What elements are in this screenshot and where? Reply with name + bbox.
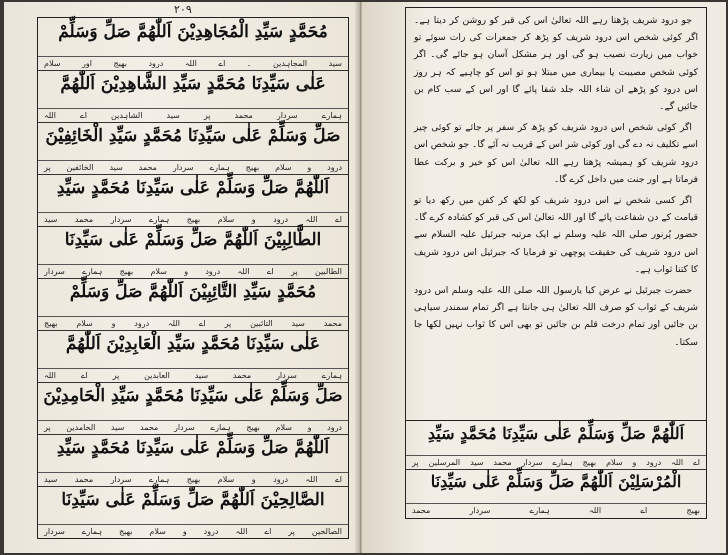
urdu-translation: الطالبین پر اے اللہ درود و سلام بھیج ہمارے سردار [38, 264, 348, 278]
arabic-verse: عَلٰی سَیِّدِنَا مُحَمَّدٍ سَیِّدِ الْعَابِدِیْنَ اَللّٰهُمَّ [65, 334, 321, 354]
arabic-verse: صَلِّ وَسَلِّمْ عَلٰی سَیِّدِنَا مُحَمَّدٍ سَیِّدِ الْخَائِفِیْنَ [45, 126, 341, 146]
verse-row [38, 382, 348, 435]
verse-row [406, 421, 706, 470]
urdu-translation: درود و سلام بھیج ہمارے سردار محمد سید الخائفین پر [38, 160, 348, 174]
verse-row [38, 18, 348, 71]
arabic-verse: الطَّالِبِیْنَ اَللّٰهُمَّ صَلِّ وَسَلِّمْ عَلٰی سَیِّدِنَا [64, 230, 322, 250]
verse-box [406, 420, 706, 515]
arabic-verse: الصَّالِحِیْنَ اَللّٰهُمَّ صَلِّ وَسَلِّمْ عَلٰی سَیِّدِنَا [61, 490, 325, 510]
arabic-verse: اَللّٰهُمَّ صَلِّ وَسَلِّمْ عَلٰی سَیِّدِنَا مُحَمَّدٍ سَیِّدِ [427, 424, 685, 443]
urdu-translation: اے اللہ درود و سلام بھیج ہمارے سردار محمد سید [38, 472, 348, 486]
arabic-verse: مُحَمَّدٍ سَیِّدِ التَّائِبِیْنَ اَللّٰهُمَّ صَلِّ وَسَلِّمْ [69, 282, 317, 302]
right-page-frame [405, 7, 707, 519]
verse-row [38, 122, 348, 175]
verse-row [38, 330, 348, 383]
arabic-verse: اَللّٰهُمَّ صَلِّ وَسَلِّمْ عَلٰی سَیِّدِنَا مُحَمَّدٍ سَیِّدِ [56, 438, 330, 458]
verse-row [38, 226, 348, 279]
arabic-verse: صَلِّ وَسَلِّمْ عَلٰی سَیِّدِنَا مُحَمَّدٍ سَیِّدِ الْحَامِدِیْنَ [43, 386, 343, 406]
arabic-verse: اَللّٰهُمَّ صَلِّ وَسَلِّمْ عَلٰی سَیِّدِنَا مُحَمَّدٍ سَیِّدِ [56, 178, 330, 198]
arabic-verse: عَلٰی سَیِّدِنَا مُحَمَّدٍ سَیِّدِ الشَّاهِدِیْنَ اَللّٰهُمَّ [60, 74, 326, 94]
verse-row [38, 70, 348, 123]
urdu-translation: سید المجاہدین ۔ اے اللہ درود بھیج اور سلام [38, 56, 348, 70]
prose-text [414, 12, 698, 355]
paragraph: حضرت جبرئیل نے عرض کیا یارسول اللہ صلی اللہ علیہ وسلم اس درود شریف کے ثواب کو صرف اللہ تعالیٰ ہی جانتا ہے اگر تمام سمندر سیاہی بن جائیں اور تمام درخت قلم بن جائیں تو بھی اس کا ثواب نہیں لکھا جا سکتا۔ [414, 285, 698, 348]
urdu-translation: ہمارے سردار محمد سید العابدین پر اے اللہ [38, 368, 348, 382]
paragraph: اگر کسی شخص نے اس درود شریف کو لکھ کر کفن میں رکھ دیا تو قیامت کے دن شفاعت پائے گا اور اللہ تعالیٰ اس کی قبر کو کشادہ کرے گا۔ حضور پُرنور صلی اللہ علیہ وسلم نے ایک مرتبہ جبرئیل علیہ السلام سے اس درود شریف کی حقیقت پوچھی تو فرمایا کہ جبرئیل اس درود شریف کا کتنا ثواب ہے۔ [414, 195, 698, 275]
verse-row [38, 278, 348, 331]
verse-row [38, 434, 348, 487]
urdu-translation: الصالحین پر اے اللہ درود و سلام بھیج ہمارے سردار [38, 524, 348, 538]
paragraph: جو درود شریف پڑھتا رہے اللہ تعالیٰ اس کی قبر کو روشن کر دیتا ہے۔ اگر کوئی شخص اس درود شریف کو پڑھ کر جمعرات کی رات سوئے تو خواب میں زیارت نصیب ہو گی اور ہر مشکل آسان ہو جائے گی۔ اگر کوئی شخص مصیبت یا بیماری میں مبتلا ہو تو اس کو چاہیے کہ ہر روز اس درود کو پڑھے ان شاء اللہ جلد شفا پائے گا اور اس کے سب کام بن جائیں گے۔ [414, 15, 698, 113]
urdu-translation: ہمارے سردار محمد پر سید الشاہدین اے اللہ [38, 108, 348, 122]
urdu-translation: محمد سید التائبین پر اے اللہ درود و سلام بھیج [38, 316, 348, 330]
urdu-translation: درود و سلام بھیج ہمارے سردار محمد سید الحامدین پر [38, 420, 348, 434]
page-number: ۲۰۹ [174, 3, 192, 16]
open-book [4, 2, 726, 553]
left-page-frame [37, 17, 349, 539]
urdu-translation: بھیج اے اللہ ہمارے سردار محمد [406, 503, 706, 517]
urdu-translation: اے اللہ درود و سلام بھیج ہمارے سردار محمد سید المرسلین پر [406, 455, 706, 469]
paragraph: اگر کوئی شخص اس درود شریف کو پڑھ کر سفر پر جائے تو کوئی چیز اسے تکلیف نہ دے گی اور کوئی شر اس کے قریب نہ آئے گا۔ جو شخص اس درود شریف کو ہمیشہ پڑھتا رہے اللہ تعالیٰ اس کو خیر و برکت عطا فرماتا ہے اور جنت میں داخل کرے گا۔ [414, 122, 698, 185]
arabic-verse: مُحَمَّدٍ سَیِّدِ الْمُجَاهِدِیْنَ اَللّٰهُمَّ صَلِّ وَسَلِّمْ [58, 22, 328, 42]
verse-row [38, 486, 348, 538]
verse-row [38, 174, 348, 227]
urdu-translation: اے اللہ درود و سلام بھیج ہمارے سردار محمد سید [38, 212, 348, 226]
right-page [362, 2, 726, 553]
arabic-verse: الْمُرْسَلِیْنَ اَللّٰهُمَّ صَلِّ وَسَلِّمْ عَلٰی سَیِّدِنَا [430, 472, 682, 491]
verse-row [406, 469, 706, 517]
left-page [4, 2, 361, 553]
